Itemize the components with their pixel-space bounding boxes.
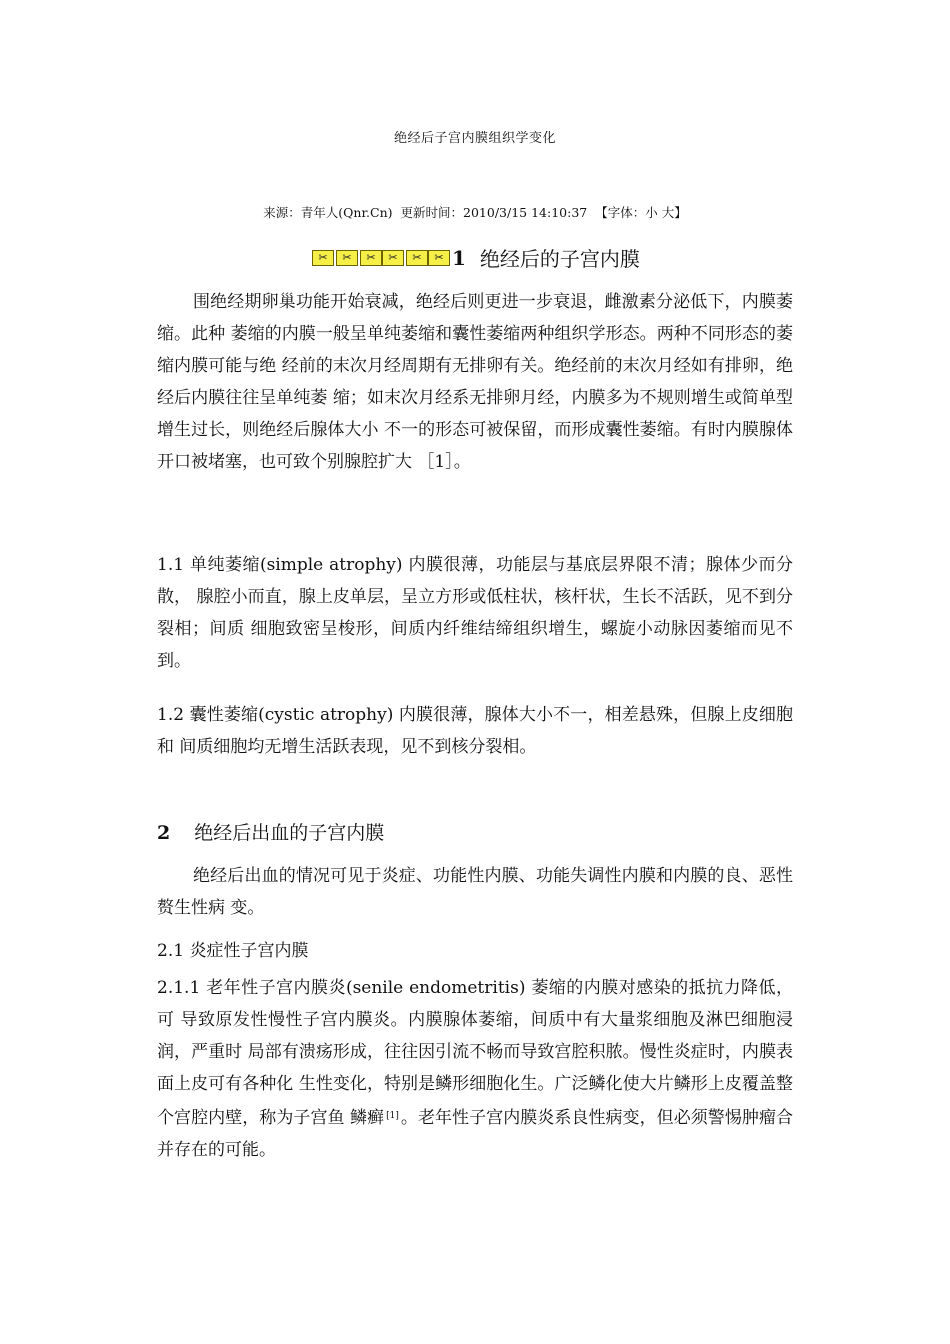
updated-text: 更新时间：2010/3/15 14:10:37 [400,205,588,220]
section-2-intro: 绝经后出血的情况可见于炎症、功能性内膜、功能失调性内膜和内膜的良、恶性赘生性病 变。 [157,866,793,918]
section-1-heading [312,243,640,272]
document-title: 绝经后子宫内膜组织学变化 [393,131,556,146]
section-1-intro: 围绝经期卵巢功能开始衰减，绝经后则更进一步衰退，雌激素分泌低下，内膜萎缩。此种 萎缩的内膜一般呈单纯萎缩和囊性萎缩两种组织学形态。两种不同形态的萎缩内膜可能与绝 经前的末次月经周期有无排卵有关。绝经前的末次月经如有排卵，绝经后内膜往往呈单纯萎 缩；如末次月经系无排卵月经，内膜多为不规则增生或简单型增生过长，则绝经后腺体大小 不一的形态可被保留，而形成囊性萎缩。有时内膜腺体开口被堵塞，也可致个别腺腔扩大 ［1］。 [157,292,793,472]
paragraph-text: 2.1.1 老年性子宫内膜炎(senile endometritis) 萎缩的内膜对感染的抵抗力降低，可 导致原发性慢性子宫内膜炎。内膜腺体萎缩，间质中有大量浆细胞及淋巴细胞浸润，严重时 局部有溃疡形成，往往因引流不畅而导致宫腔积脓。慢性炎症时，内膜表面上皮可有各种化 生性变化，特别是鳞形细胞化生。广泛鳞化使大片鳞形上皮覆盖整个宫腔内壁，称为子宫鱼 鳞癣 [157,978,793,1128]
scissors-icon: ✂ [382,250,404,266]
section-number: 2 [157,822,171,844]
meta-line [0,203,950,221]
scissors-icon: ✂ [360,250,382,266]
paragraph-text: 。老年性子宫内膜炎系良性病变，但必须警惕肿瘤合并存在的可能。 [157,1108,794,1160]
decorative-icon-row [312,250,450,266]
scissors-icon: ✂ [312,250,334,266]
section-number: 1 [452,245,466,270]
section-title: 绝经后出血的子宫内膜 [194,822,385,844]
subsection-1-2: 1.2 囊性萎缩(cystic atrophy) 内膜很薄，腺体大小不一，相差悬殊，但腺上皮细胞和 间质细胞均无增生活跃表现，见不到核分裂相。 [157,705,793,757]
icon-pair [406,250,450,266]
section-title: 绝经后的子宫内膜 [479,247,640,271]
icon-pair [360,250,404,266]
font-size-toggle[interactable]: 【字体：小 大】 [595,205,687,220]
scissors-icon: ✂ [336,250,358,266]
scissors-icon: ✂ [406,250,428,266]
subsection-2-1-1 [157,972,793,1166]
citation-ref: [1] [386,1111,399,1121]
subsection-1-1: 1.1 单纯萎缩(simple atrophy) 内膜很薄，功能层与基底层界限不清；腺体少而分散， 腺腔小而直，腺上皮单层，呈立方形或低柱状，核杆状，生长不活跃，见不到分裂相；间质 细胞致密呈梭形，间质内纤维结缔组织增生，螺旋小动脉因萎缩而见不到。 [157,555,793,671]
source-text: 来源：青年人(Qnr.Cn) [263,205,393,220]
scissors-icon: ✂ [428,250,450,266]
subsection-2-1-heading: 2.1 炎症性子宫内膜 [157,941,309,961]
section-2-heading [157,818,384,845]
